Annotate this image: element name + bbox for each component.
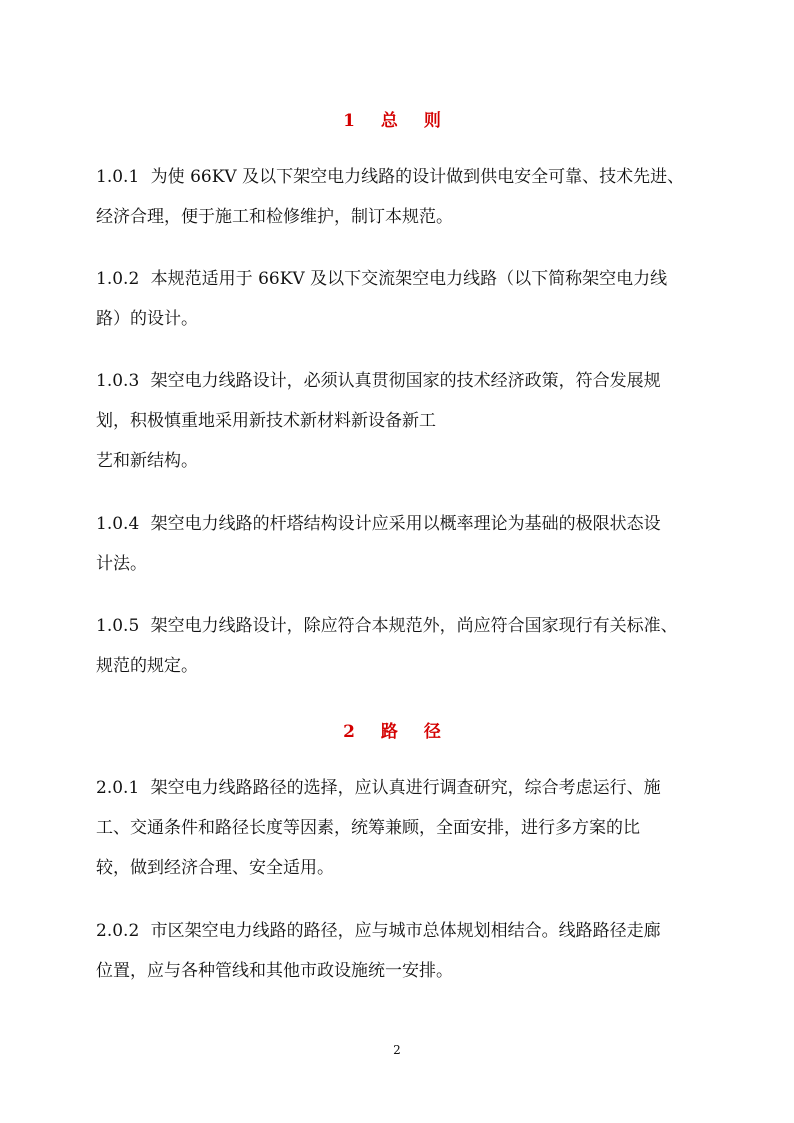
clause-2-0-2-line-2: 位置，应与各种管线和其他市政设施统一安排。 [96,961,453,981]
clause-1-0-1-line-2: 经济合理，便于施工和检修维护，制订本规范。 [96,207,453,227]
clause-number: 2.0.1 [96,778,140,798]
section-2-heading: 2 路 径 [343,722,451,742]
clause-number: 1.0.4 [96,514,140,534]
clause-2-0-1-line-3: 较，做到经济合理、安全适用。 [96,858,334,878]
section-1-heading: 1 总 则 [343,111,451,131]
clause-number: 1.0.2 [96,269,140,289]
clause-text: 架空电力线路设计，必须认真贯彻国家的技术经济政策，符合发展规 [150,371,661,391]
page-number: 2 [393,1043,401,1057]
clause-number: 1.0.1 [96,167,140,187]
clause-2-0-2-line-1 [96,920,716,942]
clause-1-0-5-line-1 [96,615,716,637]
clause-text: 本规范适用于 66KV 及以下交流架空电力线路（以下简称架空电力线 [150,269,668,289]
clause-1-0-2-line-2: 路）的设计。 [96,309,198,329]
clause-text: 架空电力线路路径的选择，应认真进行调查研究，综合考虑运行、施 [150,778,661,798]
clause-text: 架空电力线路的杆塔结构设计应采用以概率理论为基础的极限状态设 [150,514,661,534]
clause-1-0-2-line-1 [96,268,716,290]
clause-1-0-3-line-2: 划，积极慎重地采用新技术新材料新设备新工 [96,411,436,431]
clause-number: 2.0.2 [96,921,140,941]
clause-1-0-3-line-1 [96,370,716,392]
clause-number: 1.0.5 [96,616,140,636]
clause-1-0-4-line-2: 计法。 [96,554,147,574]
clause-1-0-5-line-2: 规范的规定。 [96,656,198,676]
clause-text: 市区架空电力线路的路径，应与城市总体规划相结合。线路路径走廊 [150,921,661,941]
clause-1-0-3-line-3: 艺和新结构。 [96,451,198,471]
clause-1-0-1-line-1 [96,166,716,188]
clause-2-0-1-line-1 [96,777,716,799]
clause-1-0-4-line-1 [96,513,716,535]
clause-text: 为使 66KV 及以下架空电力线路的设计做到供电安全可靠、技术先进、 [150,167,685,187]
clause-2-0-1-line-2: 工、交通条件和路径长度等因素，统筹兼顾，全面安排，进行多方案的比 [96,818,640,838]
clause-text: 架空电力线路设计，除应符合本规范外，尚应符合国家现行有关标准、 [150,616,678,636]
clause-number: 1.0.3 [96,371,140,391]
